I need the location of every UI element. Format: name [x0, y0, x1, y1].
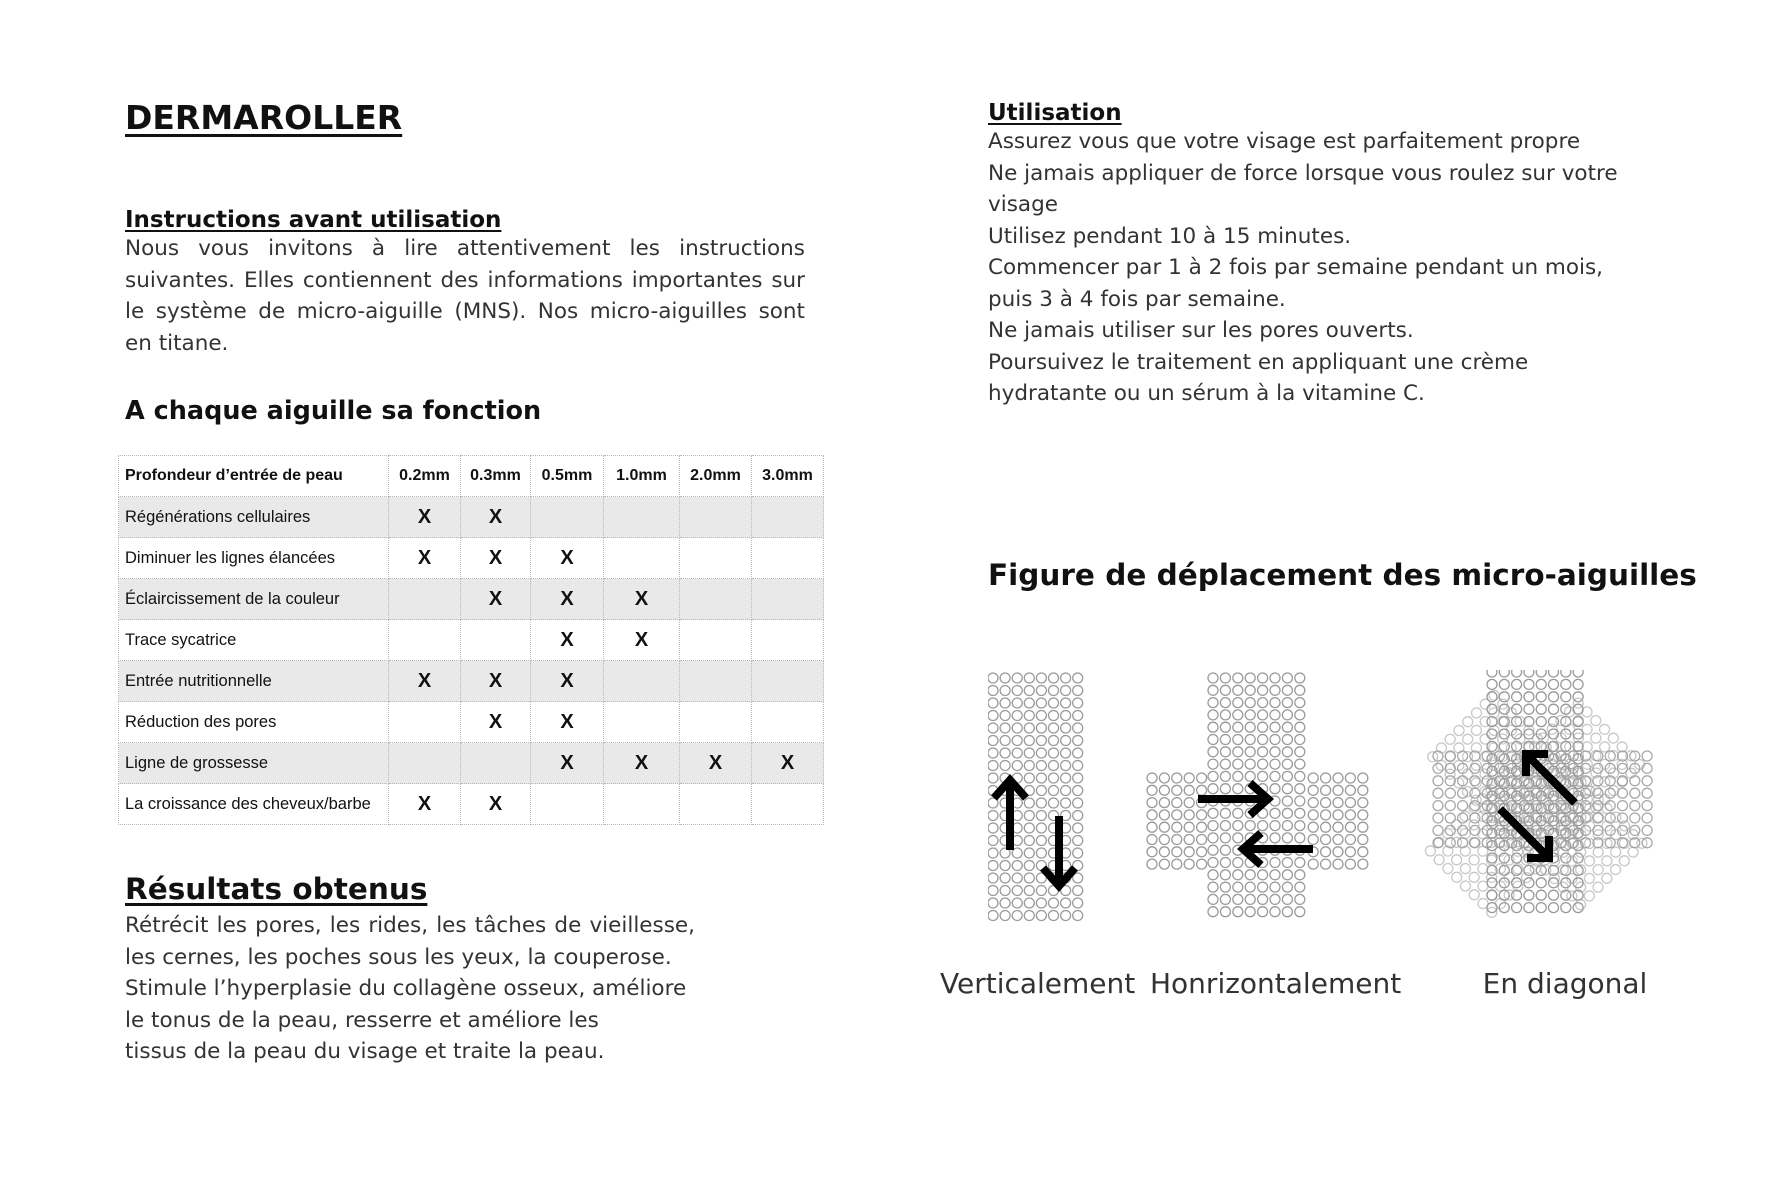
table-check-mark: X: [604, 579, 680, 620]
results-section: [125, 872, 695, 1068]
table-row-label: Trace sycatrice: [119, 620, 389, 661]
movement-heading: Figure de déplacement des micro-aiguilles: [988, 558, 1697, 592]
table-check-mark: X: [531, 702, 604, 743]
table-check-mark: X: [461, 497, 531, 538]
table-header-cell: 0.2mm: [389, 456, 461, 497]
instructions-text: Nous vous invitons à lire attentivement les instructions suivantes. Elles contiennent des informations importantes sur le système de micro-aiguille (MNS). Nos micro-aiguilles sont en titane.: [125, 236, 805, 356]
table-row-label: Diminuer les lignes élancées: [119, 538, 389, 579]
table-empty-cell: [461, 620, 531, 661]
table-row-label: Régénérations cellulaires: [119, 497, 389, 538]
table-check-mark: X: [531, 620, 604, 661]
usage-line: Utilisez pendant 10 à 15 minutes.: [988, 223, 1352, 249]
needle-depth-table: [118, 455, 824, 825]
vertical-motion-icon: [988, 673, 1083, 921]
usage-line: Ne jamais appliquer de force lorsque vous roulez sur votre visage: [988, 160, 1618, 217]
results-text-1: Rétrécit les pores, les rides, les tâches de vieillesse, les cernes, les poches sous les yeux, la couperose.: [125, 913, 695, 970]
table-header-cell: 0.3mm: [461, 456, 531, 497]
table-empty-cell: [389, 702, 461, 743]
table-check-mark: X: [389, 538, 461, 579]
table-check-mark: X: [389, 784, 461, 825]
table-empty-cell: [680, 579, 752, 620]
caption-horizontal: Honrizontalement: [1150, 967, 1402, 1000]
caption-vertical: Verticalement: [940, 967, 1136, 1000]
table-check-mark: X: [461, 538, 531, 579]
caption-diagonal: En diagonal: [1482, 967, 1648, 1000]
usage-line: Ne jamais utiliser sur les pores ouverts.: [988, 318, 1414, 343]
table-row-label: Éclaircissement de la couleur: [119, 579, 389, 620]
table-empty-cell: [604, 661, 680, 702]
caption-wrap: [940, 967, 1136, 1000]
table-row: [119, 702, 824, 743]
usage-line: Poursuivez le traitement en appliquant une crème hydratante ou un sérum à la vitamine C.: [988, 349, 1529, 406]
table-empty-cell: [389, 579, 461, 620]
table-check-mark: X: [389, 661, 461, 702]
table-check-mark: X: [604, 743, 680, 784]
table-empty-cell: [752, 538, 824, 579]
table-check-mark: X: [531, 538, 604, 579]
usage-line: Assurez vous que votre visage est parfaitement propre: [988, 129, 1581, 154]
table-empty-cell: [531, 497, 604, 538]
table-empty-cell: [604, 497, 680, 538]
table-empty-cell: [752, 661, 824, 702]
table-check-mark: X: [680, 743, 752, 784]
instructions-heading: Instructions avant utilisation: [125, 207, 502, 233]
table-check-mark: X: [461, 702, 531, 743]
table-row: [119, 784, 824, 825]
table-empty-cell: [604, 538, 680, 579]
table-check-mark: X: [461, 661, 531, 702]
page-title: DERMAROLLER: [125, 98, 403, 137]
table-check-mark: X: [461, 784, 531, 825]
movement-figures: [960, 670, 1680, 960]
table-empty-cell: [680, 784, 752, 825]
table-header-cell: 2.0mm: [680, 456, 752, 497]
table-row-label: Réduction des pores: [119, 702, 389, 743]
table-empty-cell: [752, 702, 824, 743]
table-empty-cell: [752, 497, 824, 538]
usage-heading: Utilisation: [988, 100, 1122, 126]
table-empty-cell: [680, 497, 752, 538]
table-row-label: Ligne de grossesse: [119, 743, 389, 784]
table-empty-cell: [531, 784, 604, 825]
table-header-row: [119, 456, 824, 497]
table-check-mark: X: [389, 497, 461, 538]
table-header-cell: 3.0mm: [752, 456, 824, 497]
table-check-mark: X: [531, 661, 604, 702]
usage-section: [988, 100, 1648, 410]
table-empty-cell: [680, 620, 752, 661]
table-check-mark: X: [531, 579, 604, 620]
table-row: [119, 579, 824, 620]
table-row: [119, 661, 824, 702]
table-empty-cell: [389, 620, 461, 661]
table-empty-cell: [680, 661, 752, 702]
table-empty-cell: [604, 784, 680, 825]
table-check-mark: X: [752, 743, 824, 784]
table-empty-cell: [680, 538, 752, 579]
caption-wrap: [1150, 967, 1400, 1000]
table-row-label: La croissance des cheveux/barbe: [119, 784, 389, 825]
table-empty-cell: [752, 784, 824, 825]
table-empty-cell: [680, 702, 752, 743]
table-row-label: Entrée nutritionnelle: [119, 661, 389, 702]
table-check-mark: X: [461, 579, 531, 620]
table-header-cell: 0.5mm: [531, 456, 604, 497]
usage-line: Commencer par 1 à 2 fois par semaine pendant un mois, puis 3 à 4 fois par semaine.: [988, 255, 1604, 312]
table-check-mark: X: [531, 743, 604, 784]
results-heading: Résultats obtenus: [125, 872, 428, 906]
table-header-cell: 1.0mm: [604, 456, 680, 497]
instructions-section: [125, 207, 805, 359]
caption-wrap: [1465, 967, 1665, 1000]
table-check-mark: X: [604, 620, 680, 661]
table-row: [119, 743, 824, 784]
table-row: [119, 497, 824, 538]
table-empty-cell: [604, 702, 680, 743]
table-header-cell: Profondeur d’entrée de peau: [119, 456, 389, 497]
table-empty-cell: [461, 743, 531, 784]
horizontal-motion-icon: [1147, 673, 1368, 917]
results-text-2: Stimule l’hyperplasie du collagène osseux, améliore le tonus de la peau, resserre et améliore les: [125, 976, 687, 1033]
needle-section-heading: A chaque aiguille sa fonction: [125, 396, 542, 426]
table-empty-cell: [389, 743, 461, 784]
diagonal-motion-icon: [1423, 670, 1652, 919]
table-row: [119, 538, 824, 579]
table-empty-cell: [752, 579, 824, 620]
table-row: [119, 620, 824, 661]
table-empty-cell: [752, 620, 824, 661]
results-text-3: tissus de la peau du visage et traite la peau.: [125, 1039, 605, 1064]
